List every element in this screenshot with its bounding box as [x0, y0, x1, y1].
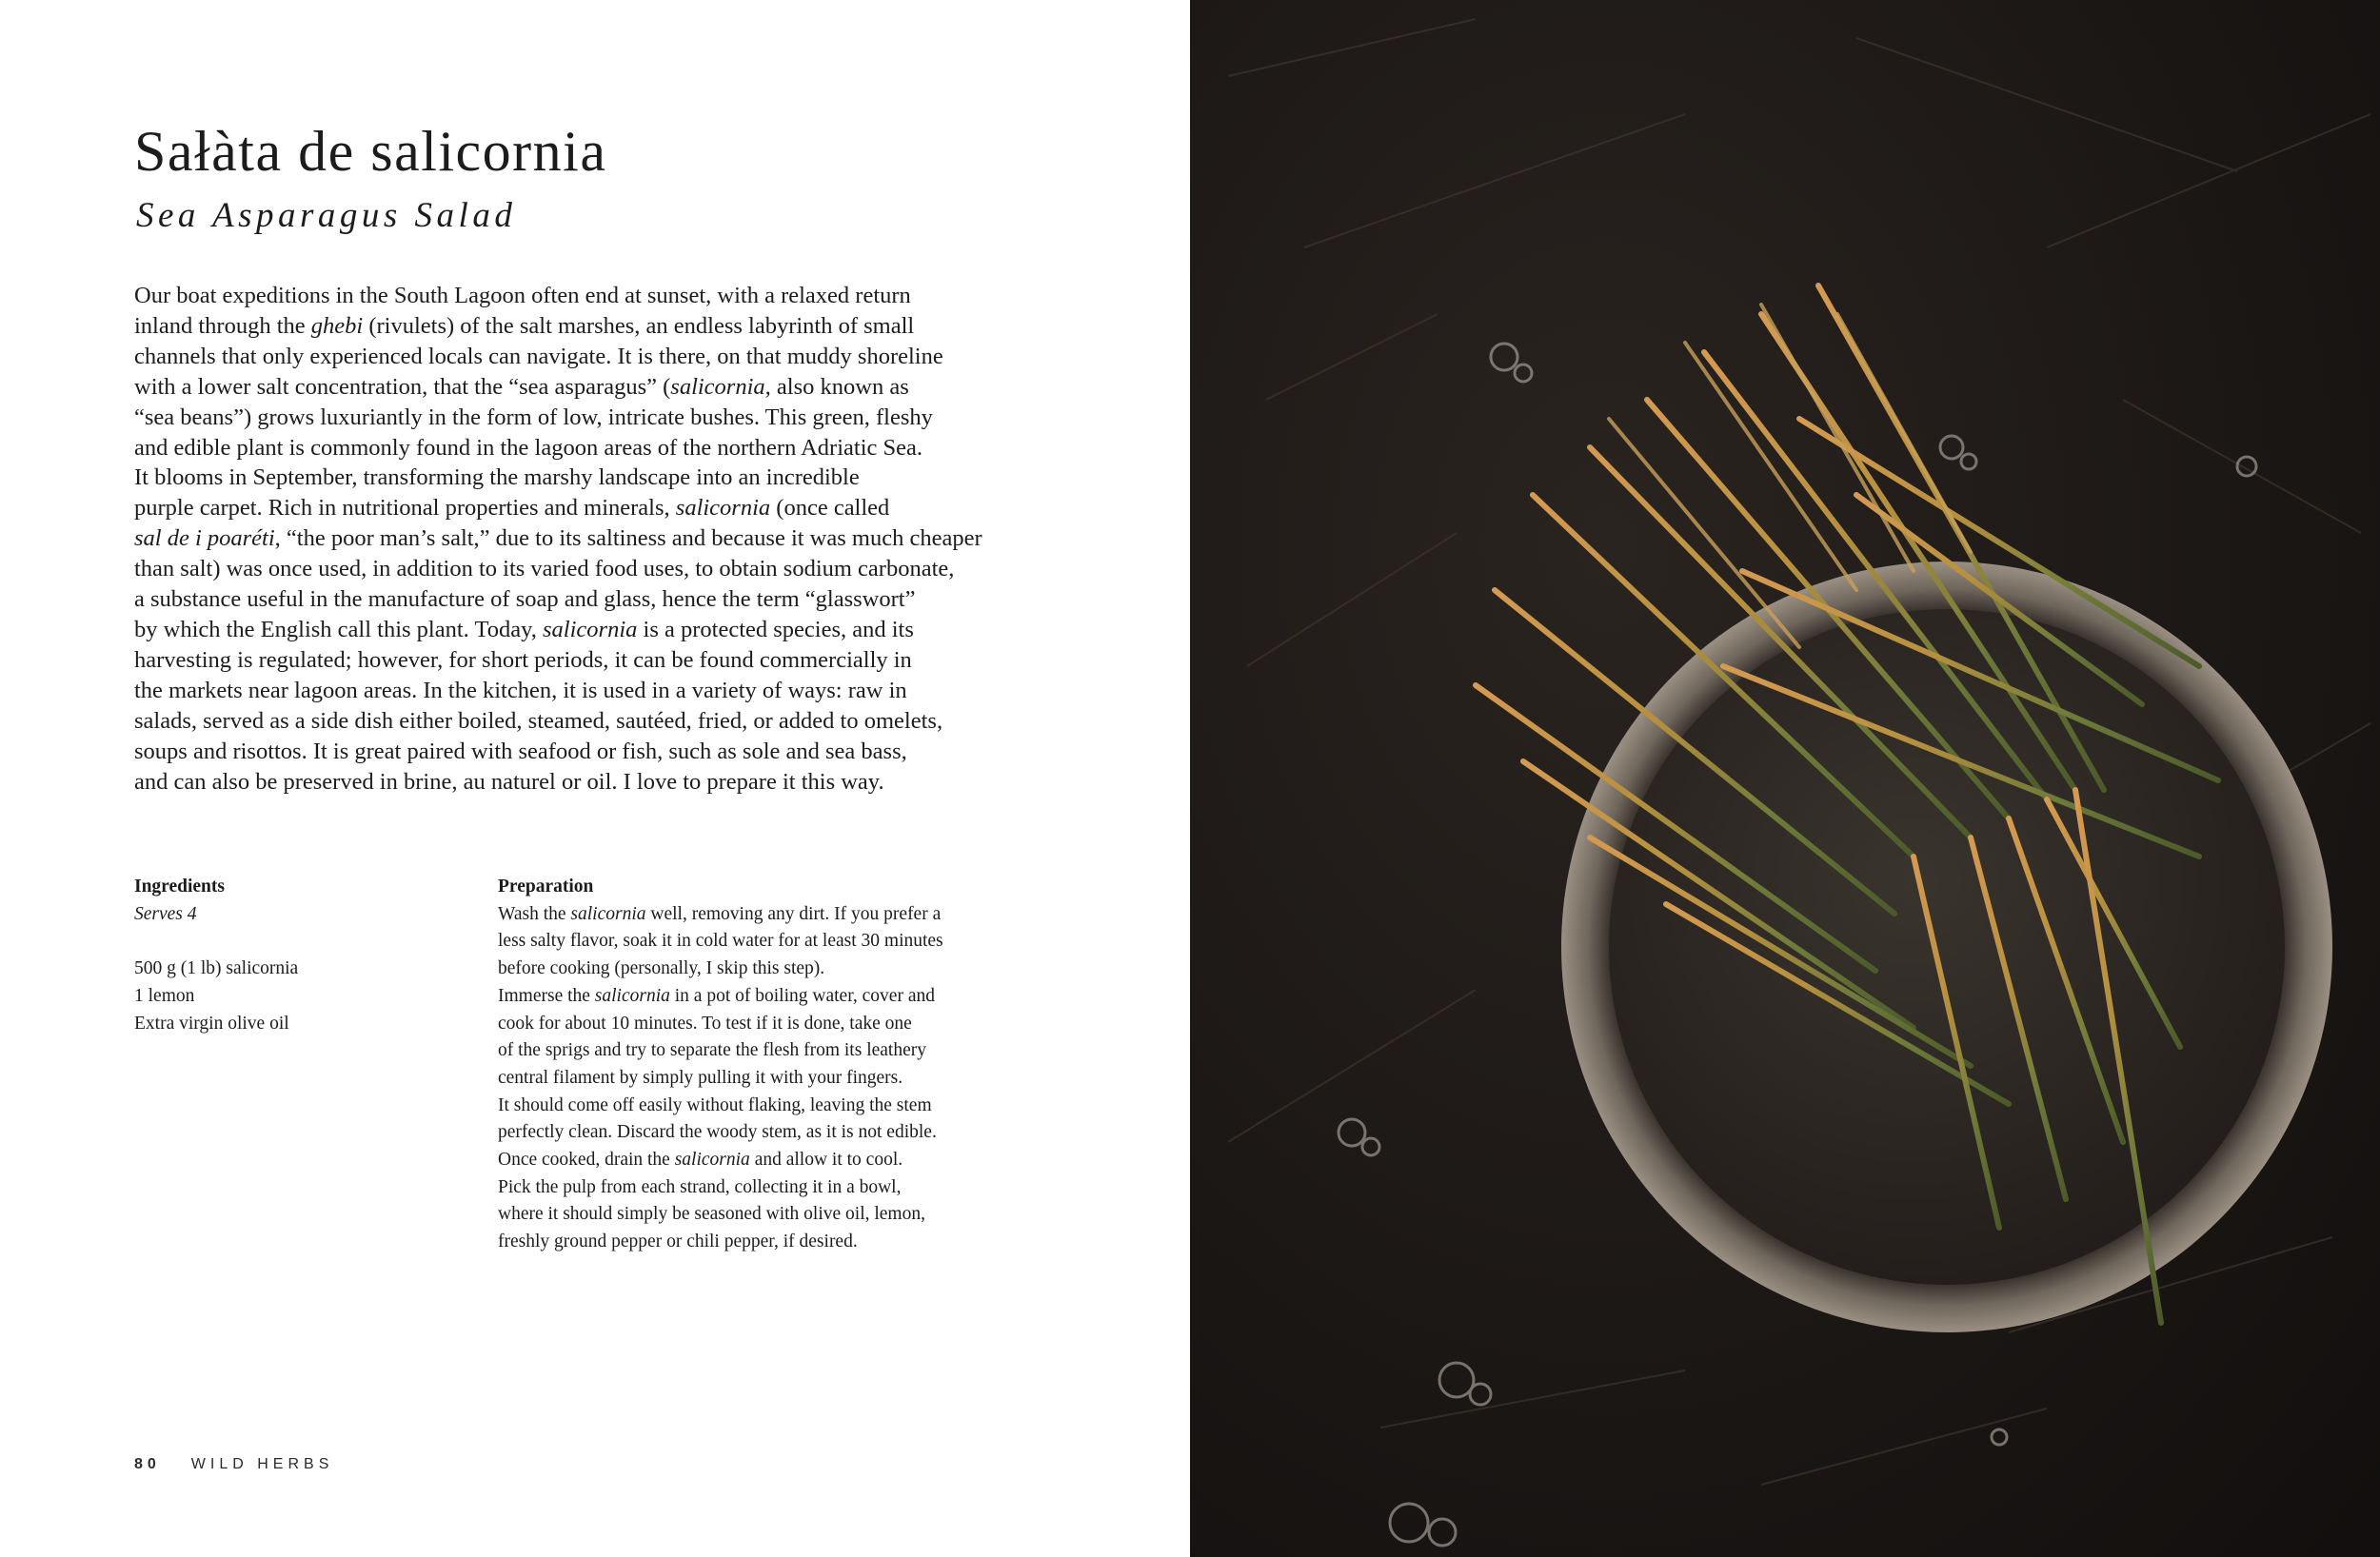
preparation-line: [498, 1037, 1050, 1065]
intro-line: [134, 311, 1043, 342]
text-run: (once called: [770, 495, 890, 522]
text-run: and allow it to cool.: [749, 1150, 903, 1171]
page-number: 80: [134, 1456, 161, 1472]
right-page-photo: [1190, 0, 2380, 1557]
text-run: “sea beans”) grows luxuriantly in the form of low, intricate bushes. This green, fleshy: [134, 404, 933, 430]
ingredients-heading: Ingredients: [134, 877, 225, 897]
italic-term: ghebi: [310, 312, 364, 339]
text-run: , “the poor man’s salt,” due to its saltiness and because it was much cheaper: [274, 525, 982, 552]
intro-line: [134, 767, 1043, 798]
text-run: (rivulets) of the salt marshes, an endless labyrinth of small: [363, 312, 915, 339]
spacer: [134, 928, 458, 956]
italic-term: salicornia: [543, 616, 638, 642]
intro-paragraph: [134, 281, 1043, 797]
text-run: central filament by simply pulling it with your fingers.: [498, 1067, 903, 1088]
intro-line: [134, 372, 1043, 403]
italic-term: salicornia: [674, 1150, 750, 1171]
intro-line: [134, 615, 1043, 645]
italic-term: salicornia: [570, 903, 646, 924]
preparation-line: [498, 1201, 1050, 1229]
ingredient-item: 1 lemon: [134, 985, 195, 1006]
preparation-line: [498, 1174, 1050, 1202]
text-run: is a protected species, and its: [637, 616, 914, 642]
preparation-heading: Preparation: [498, 877, 594, 897]
text-run: Wash the: [498, 903, 571, 924]
preparation-line: [498, 983, 1050, 1011]
preparation-line: [498, 901, 1050, 929]
recipe-title: Sałàta de salicornia: [134, 120, 607, 183]
text-run: Immerse the: [498, 985, 595, 1006]
intro-line: [134, 523, 1043, 554]
preparation-line: [498, 928, 1050, 956]
ingredient-item: Extra virgin olive oil: [134, 1013, 289, 1034]
text-run: cook for about 10 minutes. To test if it is done, take one: [498, 1013, 912, 1034]
intro-line: [134, 493, 1043, 523]
intro-line: [134, 403, 1043, 433]
italic-term: sal de i poaréti: [134, 525, 275, 552]
italic-term: salicornia: [675, 495, 771, 522]
ingredients-section: [134, 874, 458, 1037]
preparation-line: [498, 1119, 1050, 1147]
preparation-line: [498, 956, 1050, 983]
page-footer: [134, 1456, 333, 1473]
text-run: a substance useful in the manufacture of soap and glass, hence the term “glasswort”: [134, 586, 916, 613]
intro-line: [134, 554, 1043, 584]
intro-line: [134, 342, 1043, 372]
text-run: channels that only experienced locals can navigate. It is there, on that muddy shoreline: [134, 343, 943, 369]
text-run: before cooking (personally, I skip this step).: [498, 958, 825, 979]
text-run: perfectly clean. Discard the woody stem, as it is not edible.: [498, 1122, 937, 1143]
intro-line: [134, 737, 1043, 767]
preparation-line: [498, 1065, 1050, 1093]
text-run: of the sprigs and try to separate the flesh from its leathery: [498, 1040, 926, 1061]
text-run: the markets near lagoon areas. In the kitchen, it is used in a variety of ways: raw in: [134, 677, 907, 703]
ingredient-item: 500 g (1 lb) salicornia: [134, 958, 299, 979]
text-run: inland through the: [134, 312, 311, 339]
text-run: It blooms in September, transforming the marshy landscape into an incredible: [134, 464, 860, 491]
intro-line: [134, 645, 1043, 676]
preparation-line: [498, 1093, 1050, 1120]
salicornia-bowl-photo: [1190, 0, 2380, 1557]
recipe-subtitle: Sea Asparagus Salad: [136, 196, 517, 235]
text-run: Pick the pulp from each strand, collecting it in a bowl,: [498, 1176, 902, 1197]
text-run: where it should simply be seasoned with olive oil, lemon,: [498, 1204, 925, 1225]
text-run: freshly ground pepper or chili pepper, if desired.: [498, 1232, 858, 1252]
intro-line: [134, 463, 1043, 493]
text-run: harvesting is regulated; however, for short periods, it can be found commercially in: [134, 646, 912, 673]
preparation-line: [498, 1229, 1050, 1256]
text-run: salads, served as a side dish either boiled, steamed, sautéed, fried, or added to omelets,: [134, 707, 943, 734]
text-run: Once cooked, drain the: [498, 1150, 675, 1171]
preparation-line: [498, 1011, 1050, 1038]
intro-line: [134, 281, 1043, 311]
text-run: Our boat expeditions in the South Lagoon often end at sunset, with a relaxed return: [134, 283, 911, 308]
italic-term: salicornia,: [670, 373, 771, 400]
section-name: WILD HERBS: [190, 1456, 334, 1472]
italic-term: salicornia: [594, 985, 670, 1006]
text-run: less salty flavor, soak it in cold water for at least 30 minutes: [498, 931, 943, 952]
text-run: than salt) was once used, in addition to its varied food uses, to obtain sodium carbonate,: [134, 556, 955, 582]
text-run: It should come off easily without flaking, leaving the stem: [498, 1094, 932, 1115]
intro-line: [134, 706, 1043, 737]
text-run: well, removing any dirt. If you prefer a: [645, 903, 942, 924]
text-run: with a lower salt concentration, that the “sea asparagus” (: [134, 373, 671, 400]
preparation-line: [498, 1147, 1050, 1174]
text-run: purple carpet. Rich in nutritional properties and minerals,: [134, 495, 676, 522]
preparation-section: [498, 874, 1050, 1256]
text-run: and can also be preserved in brine, au naturel or oil. I love to prepare it this way.: [134, 768, 884, 795]
text-run: and edible plant is commonly found in the lagoon areas of the northern Adriatic Sea.: [134, 434, 923, 461]
serves-label: Serves 4: [134, 903, 197, 924]
intro-line: [134, 433, 1043, 463]
preparation-text: [498, 901, 1050, 1256]
intro-line: [134, 584, 1043, 615]
intro-line: [134, 676, 1043, 706]
text-run: by which the English call this plant. Today,: [134, 616, 544, 642]
text-run: soups and risottos. It is great paired with seafood or fish, such as sole and sea bass,: [134, 738, 907, 764]
text-run: in a pot of boiling water, cover and: [669, 985, 935, 1006]
text-run: also known as: [770, 373, 909, 400]
